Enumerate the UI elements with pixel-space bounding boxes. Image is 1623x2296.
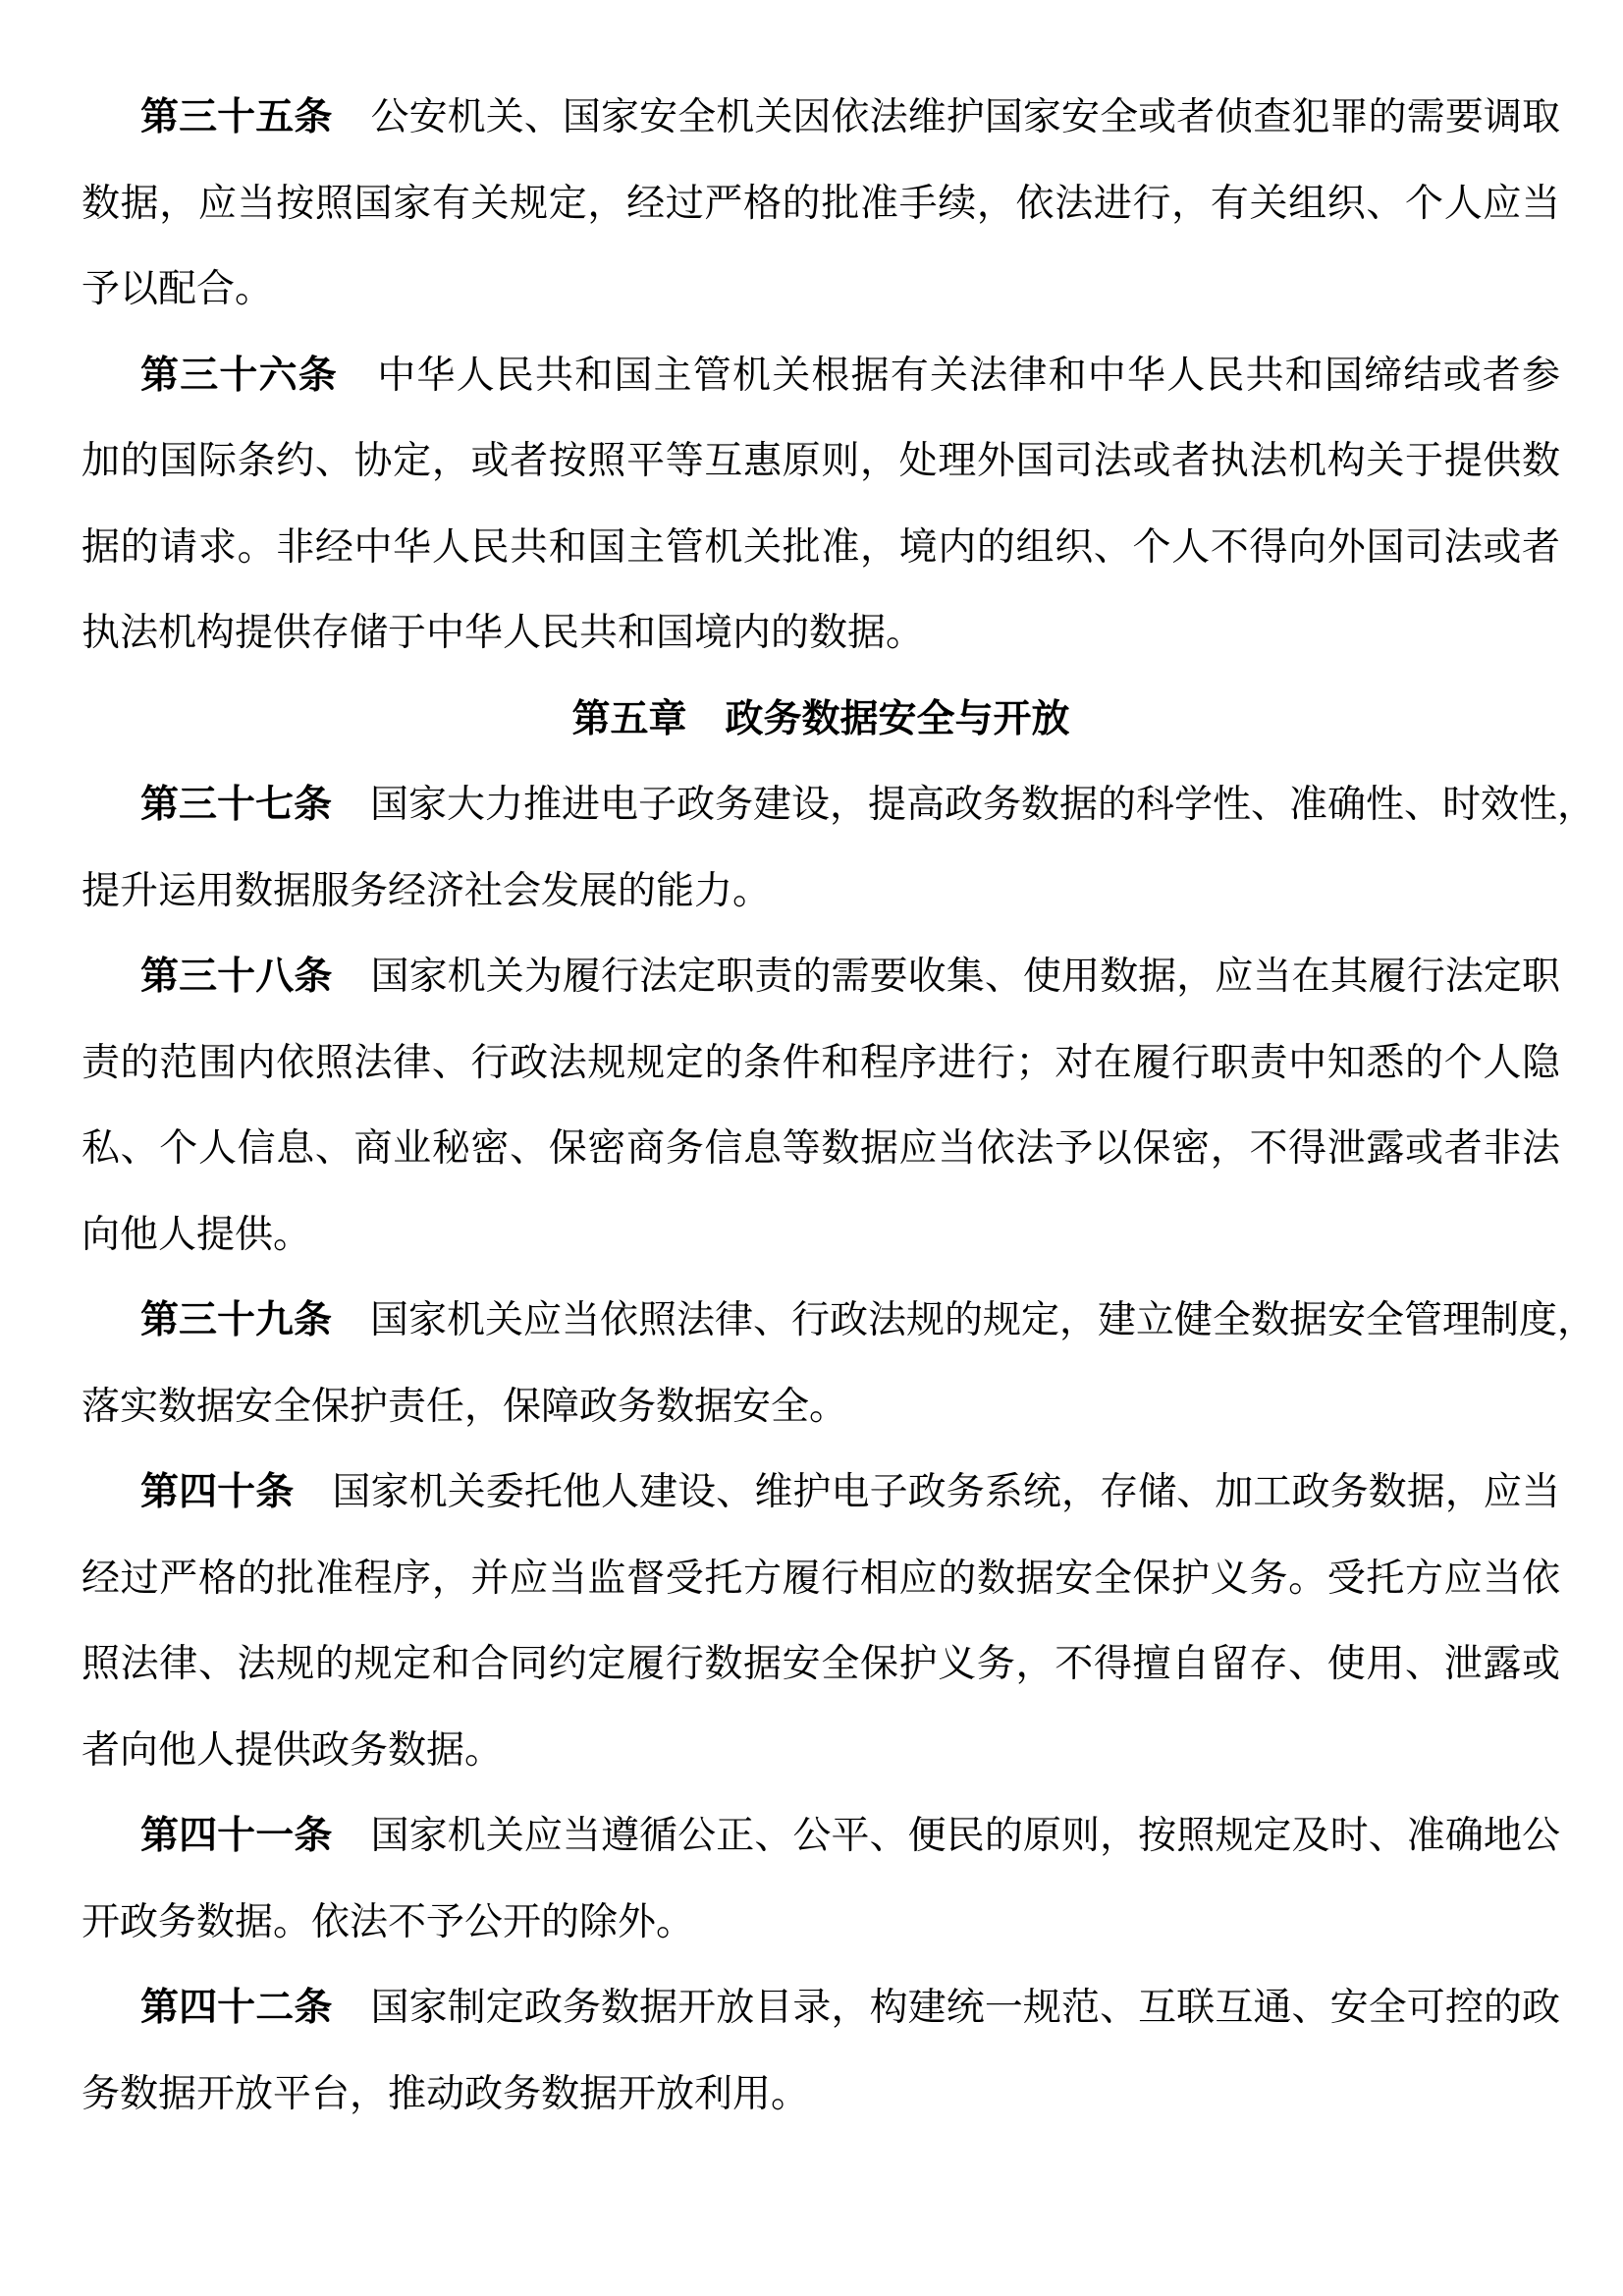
article-line [81,1192,1560,1279]
article-text: 向他人提供。 [81,1212,312,1257]
article-number: 第三十六条 [140,352,338,398]
article-number: 第三十九条 [140,1297,333,1342]
article-line [81,418,1560,505]
article-text: 国家机关委托他人建设、维护电子政务系统，存储、加工政务数据，应当 [332,1470,1560,1514]
article-text: 经过严格的批准程序，并应当监督受托方履行相应的数据安全保护义务。受托方应当依 [81,1556,1560,1601]
article-line [81,246,1560,333]
article-line [81,1020,1560,1107]
article-text: 落实数据安全保护责任，保障政务数据安全。 [81,1384,848,1429]
article-line [81,161,1560,247]
article [81,1449,1560,1793]
article-text: 开政务数据。依法不予公开的除外。 [81,1899,695,1944]
article [81,1793,1560,1965]
article-text: 中华人民共和国主管机关根据有关法律和中华人民共和国缔结或者参 [376,353,1560,398]
article-number: 第四十一条 [140,1813,333,1858]
article-text: 数据，应当按照国家有关规定，经过严格的批准手续，依法进行，有关组织、个人应当 [81,181,1560,226]
article-line [81,1708,1560,1794]
article-text: 国家大力推进电子政务建设，提高政务数据的科学性、准确性、时效性， [370,783,1596,827]
article-text: 国家机关应当依照法律、行政法规的规定，建立健全数据安全管理制度， [370,1298,1596,1342]
article-line [81,1536,1560,1622]
article-text: 加的国际条约、协定，或者按照平等互惠原则，处理外国司法或者执法机构关于提供数 [81,439,1560,483]
article-number: 第三十五条 [140,94,333,139]
article-line [81,1106,1560,1192]
article-line [81,505,1560,591]
article-line [81,1965,1560,2051]
article-text: 照法律、法规的规定和合同约定履行数据安全保护义务，不得擅自留存、使用、泄露或 [81,1642,1560,1686]
article [81,934,1560,1278]
article-text: 公安机关、国家安全机关因依法维护国家安全或者侦查犯罪的需要调取 [370,95,1560,139]
article-number: 第四十二条 [140,1985,333,2030]
article-line [81,1880,1560,1966]
article [81,75,1560,333]
article-text: 国家制定政务数据开放目录，构建统一规范、互联互通、安全可控的政 [370,1986,1560,2030]
article [81,1278,1596,1449]
article-text: 责的范围内依照法律、行政法规规定的条件和程序进行；对在履行职责中知悉的个人隐 [81,1040,1560,1085]
article-line [81,934,1560,1020]
article-text: 者向他人提供政务数据。 [81,1727,504,1773]
article [81,333,1560,677]
article-line [81,1364,1560,1450]
chapter-heading: 第五章 政务数据安全与开放 [571,695,1070,741]
article-text: 执法机构提供存储于中华人民共和国境内的数据。 [81,611,925,655]
article-text: 务数据开放平台，推动政务数据开放利用。 [81,2071,810,2116]
article-line [81,333,1560,419]
article [81,762,1596,934]
article-line [81,590,1560,677]
article-line [81,762,1596,848]
article [81,1965,1560,2137]
article-text: 据的请求。非经中华人民共和国主管机关批准，境内的组织、个人不得向外国司法或者 [81,524,1560,570]
article-line [81,1449,1560,1536]
article-number: 第三十八条 [140,954,333,999]
document-page [81,75,1596,2137]
article-text: 私、个人信息、商业秘密、保密商务信息等数据应当依法予以保密，不得泄露或者非法 [81,1126,1560,1171]
article-line [81,1793,1560,1880]
article-line [81,1278,1596,1364]
article-text: 提升运用数据服务经济社会发展的能力。 [81,868,772,913]
article-line [81,75,1560,161]
article-text: 国家机关为履行法定职责的需要收集、使用数据，应当在其履行法定职 [370,955,1560,999]
article-text: 予以配合。 [81,267,274,311]
article-line [81,1621,1560,1708]
article-number: 第三十七条 [140,782,333,827]
article-line [81,848,1560,935]
article-text: 国家机关应当遵循公正、公平、便民的原则，按照规定及时、准确地公 [370,1814,1560,1858]
article-number: 第四十条 [140,1469,295,1514]
article-line [81,2051,1560,2138]
